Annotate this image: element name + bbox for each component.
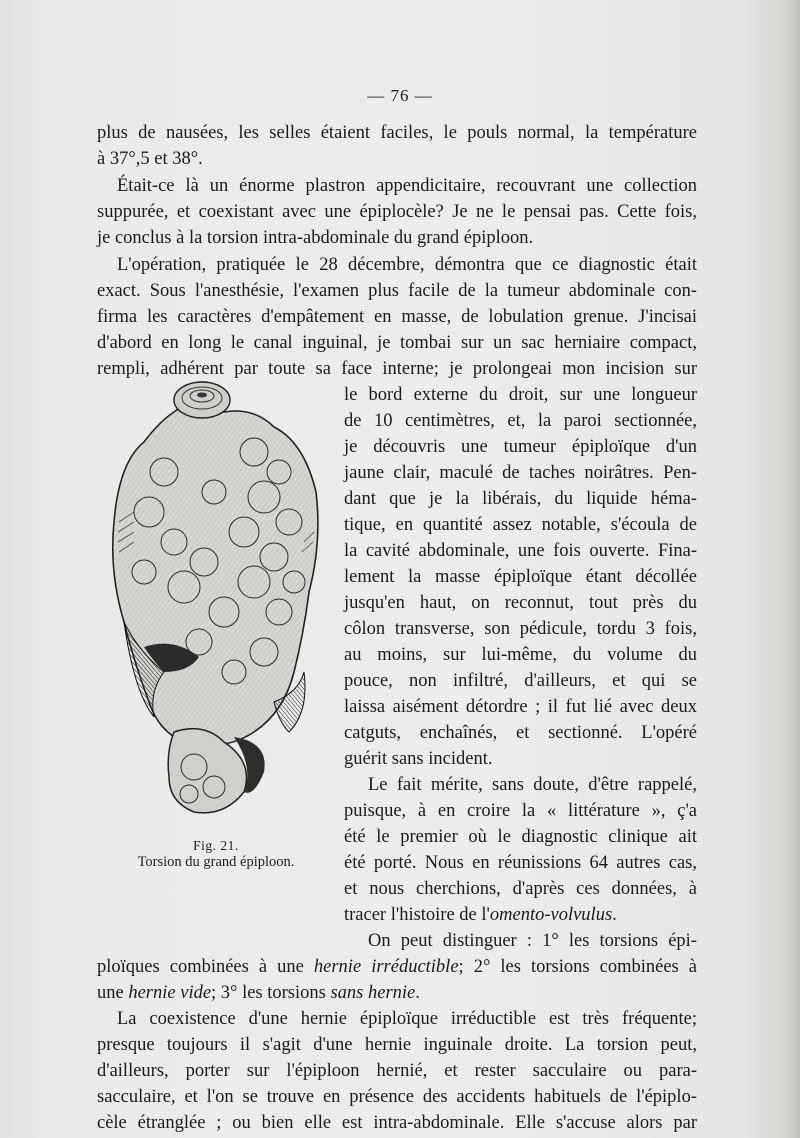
text-line: le bord externe du droit, sur une longueur [344,385,697,405]
text-span: ; 3° les torsions [211,983,331,1003]
text-line: je découvris une tumeur épiploïque d'un [344,437,697,457]
text-line: tique, en quantité assez notable, s'écoula de [344,515,697,535]
text-line: au moins, sur lui-même, du volume du [344,645,697,665]
text-span: tracer l'histoire de l' [344,905,490,925]
text-line: été le premier où le diagnostic clinique ait [344,827,697,847]
text-line: L'opération, pratiquée le 28 décembre, démontra que ce diagnostic était [117,255,697,275]
text-line: catguts, enchaînés, et sectionné. L'opéré [344,723,697,743]
text-line [97,955,697,979]
text-line [97,981,697,1005]
text-line: côlon transverse, son pédicule, tordu 3 fois, [344,619,697,639]
text-span: ; 2° les torsions combinées à [458,957,697,977]
page-edge-shadow [786,0,800,1138]
text-line: guérit sans incident. [344,749,493,769]
text-line: presque toujours il s'agit d'une hernie inguinale droite. La torsion peut, [97,1035,697,1055]
text-line: La coexistence d'une hernie épiploïque irréductible est très fréquente; [117,1009,697,1029]
text-line: jusqu'en haut, on reconnut, tout près du [344,593,697,613]
text-line: lement la masse épiploïque étant décollée [344,567,697,587]
text-line: rempli, adhérent par toute sa face interne; je prolongeai mon incision sur [97,359,697,379]
text-line: puisque, à en croire la « littérature », ç'a [344,801,697,821]
text-line: à 37°,5 et 38°. [97,149,203,169]
text-span: une [97,983,129,1003]
text-line: jaune clair, maculé de taches noirâtres. Pen- [344,463,697,483]
text-span: . [415,983,420,1003]
text-line: d'ailleurs, porter sur l'épiploon hernié, et rester sacculaire ou para- [97,1061,697,1081]
text-span: . [612,905,617,925]
text-line: cèle étranglée ; ou bien elle est intra-abdominale. Elle s'accuse alors par [97,1113,697,1133]
text-line: Était-ce là un énorme plastron appendicitaire, recouvrant une collection [117,176,697,196]
text-line: plus de nausées, les selles étaient faciles, le pouls normal, la température [97,123,697,143]
italic-term: hernie vide [128,983,212,1003]
text-line: et nous cherchions, d'après ces données, à [344,879,697,899]
text-line [344,903,697,927]
text-line: de 10 centimètres, et, la paroi sectionnée, [344,411,697,431]
italic-term: sans hernie [330,983,416,1003]
omentum-illustration [104,372,324,822]
text-line: Le fait mérite, sans doute, d'être rappelé, [368,775,697,795]
text-line: suppurée, et coexistant avec une épiplocèle? Je ne le pensai pas. Cette fois, [97,202,697,222]
text-line: pouce, non infiltré, d'ailleurs, et qui se [344,671,697,691]
text-line: exact. Sous l'anesthésie, l'examen plus facile de la tumeur abdominale con- [97,281,697,301]
page-number: — 76 — [367,86,433,105]
text-line: On peut distinguer : 1° les torsions épi- [368,931,697,951]
figure-caption: Torsion du grand épiploon. [137,854,295,870]
text-line: je conclus à la torsion intra-abdominale du grand épiploon. [97,228,534,248]
text-line: la cavité abdominale, une fois ouverte. Fina- [344,541,697,561]
italic-term: hernie irréductible [313,957,459,977]
text-line: été porté. Nous en réunissions 64 autres cas, [344,853,697,873]
text-line: sacculaire, et l'on se trouve en présence des accidents habituels de l'épiplo- [97,1087,697,1107]
figure-label: Fig. 21. [193,838,239,853]
text-line: d'abord en long le canal inguinal, je tombai sur un sac herniaire compact, [97,333,697,353]
text-span: ploïques combinées à une [97,957,314,977]
text-line: laissa aisément détordre ; il fut lié avec deux [344,697,697,717]
italic-term: omento-volvulus [489,905,613,925]
text-line: firma les caractères d'empâtement en masse, de lobulation grenue. J'incisai [97,307,697,327]
text-line: dant que je la libérais, du liquide héma- [344,489,697,509]
